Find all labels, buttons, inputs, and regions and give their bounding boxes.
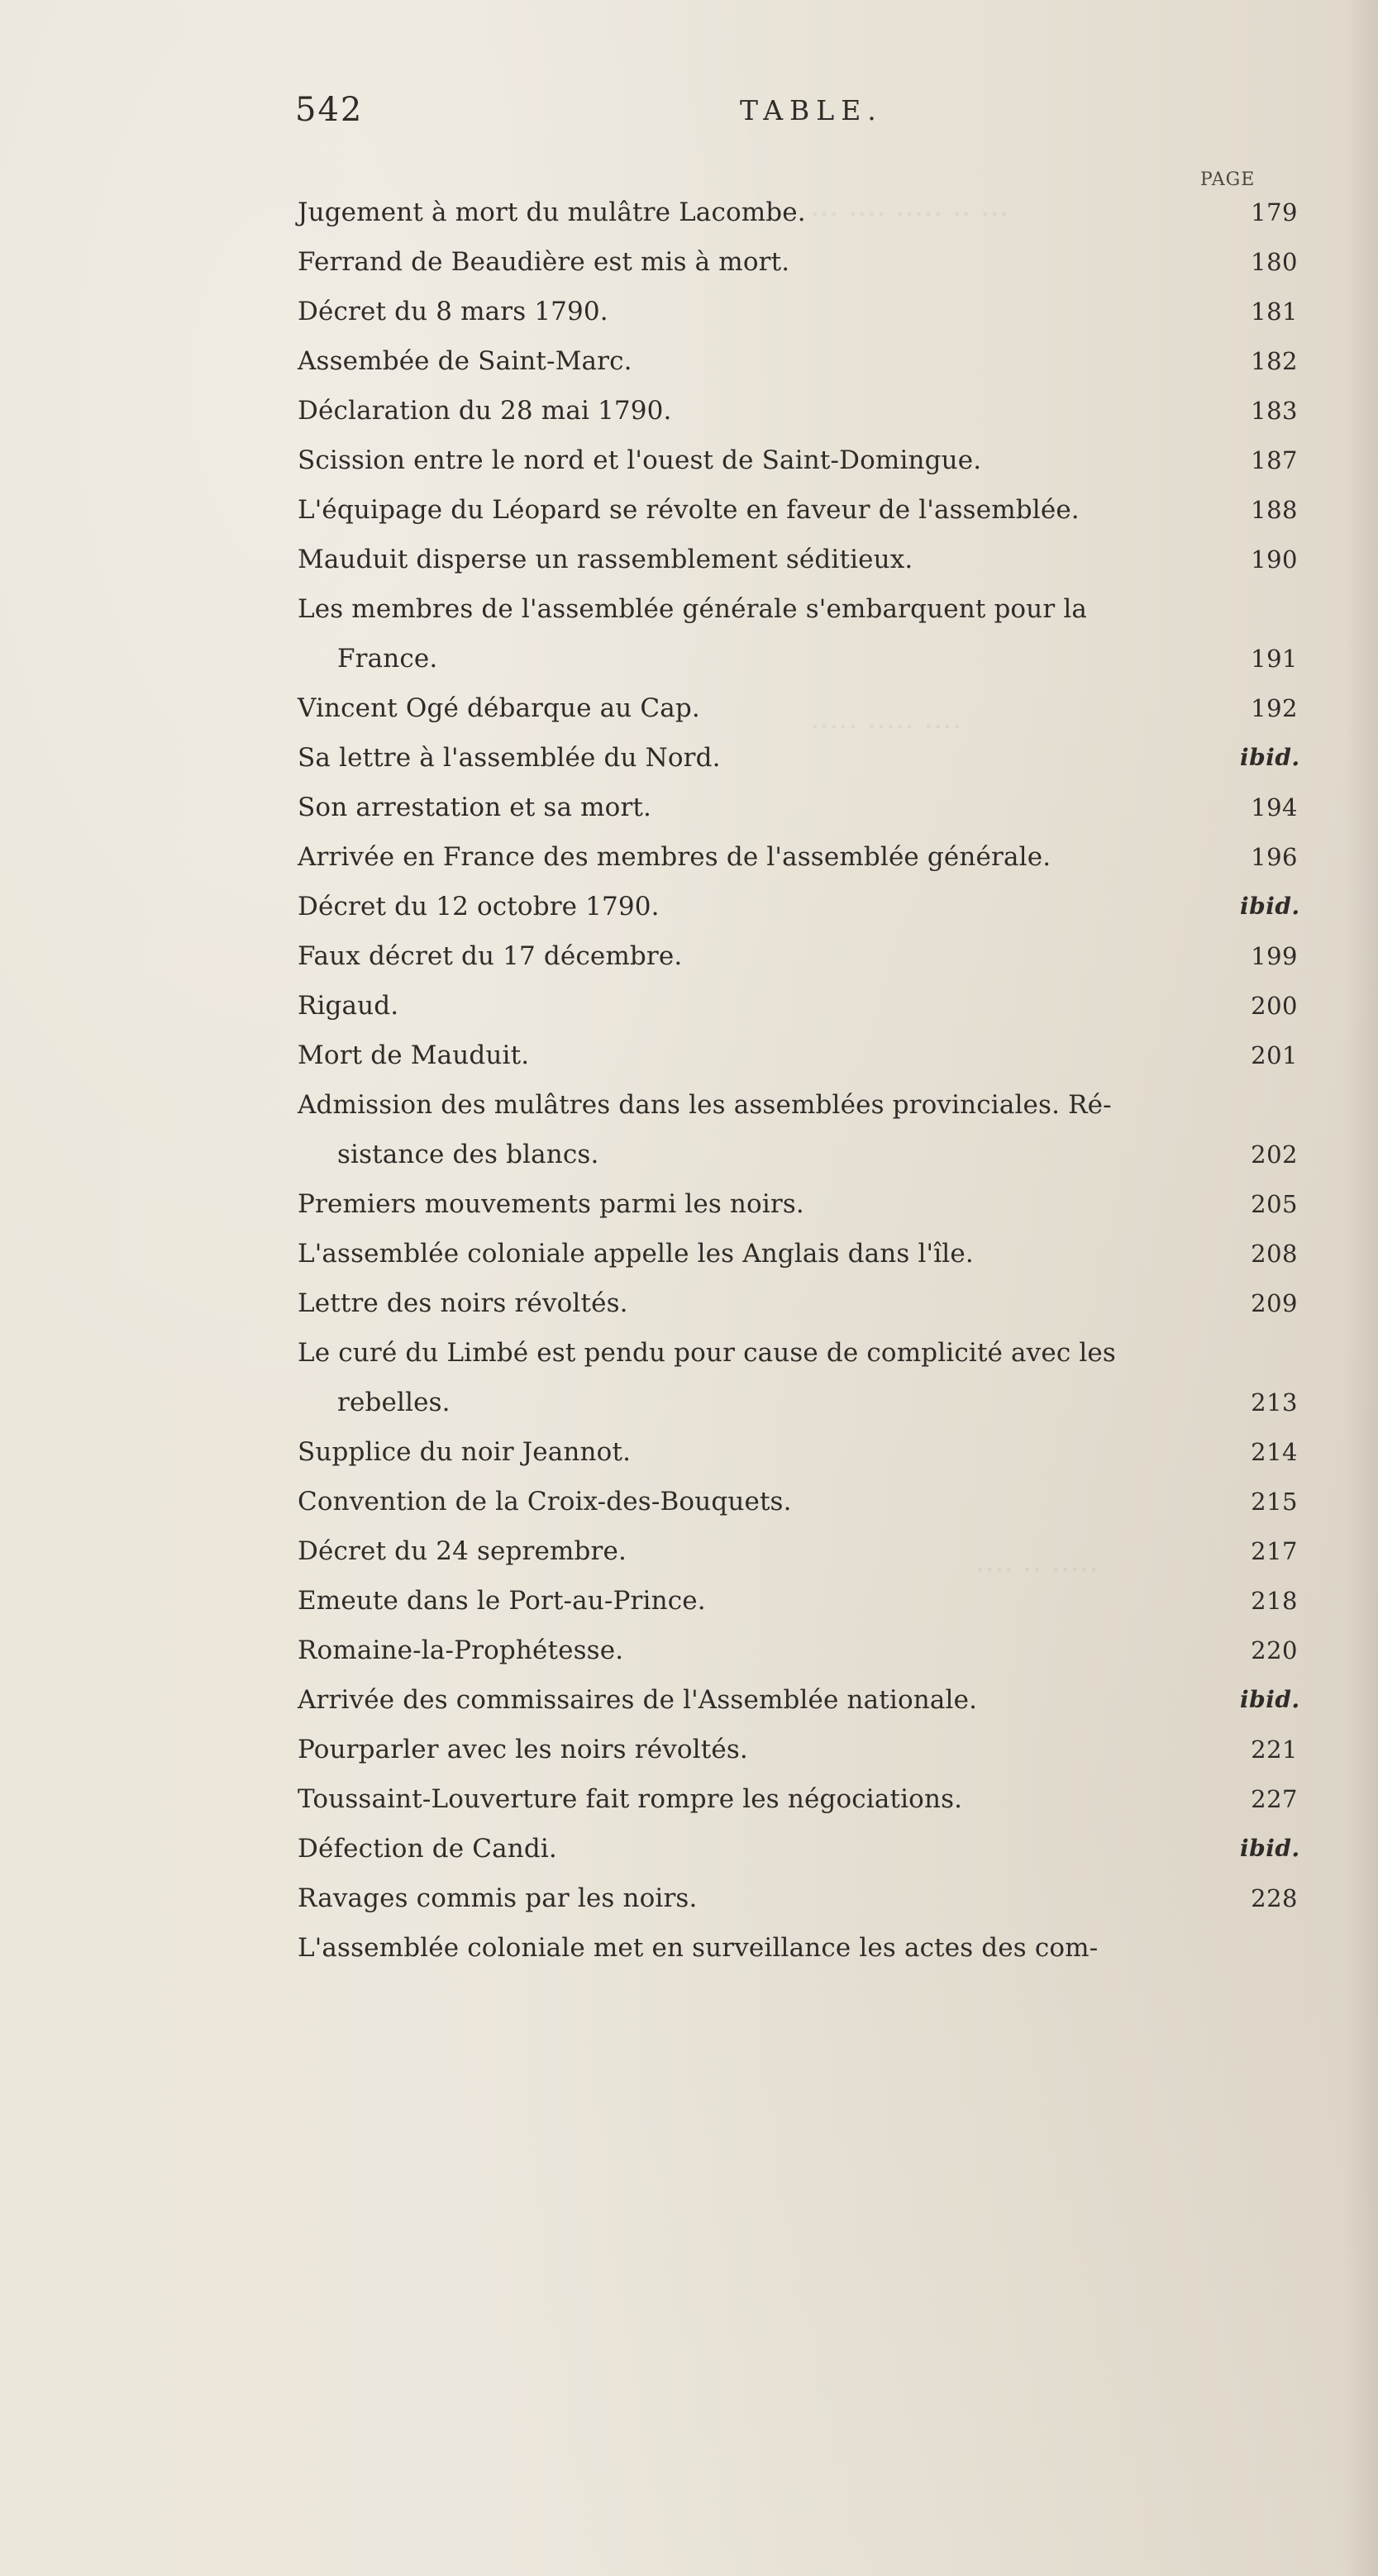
toc-entry [298, 1179, 1298, 1229]
entry-text: Scission entre le nord et l'ouest de Saint-Domingue. [298, 445, 982, 475]
entry-text: Faux décret du 17 décembre. [298, 941, 683, 971]
entry-text: Déclaration du 28 mai 1790. [298, 396, 672, 426]
entry-page-number: 181 [1251, 298, 1298, 326]
toc-entry [298, 386, 1298, 436]
entry-page-number: 183 [1251, 397, 1298, 425]
entry-page-number: 213 [1251, 1388, 1298, 1417]
entry-page-number: 179 [1251, 198, 1298, 226]
entry-text: Mort de Mauduit. [298, 1040, 530, 1070]
entry-text: Supplice du noir Jeannot. [298, 1437, 632, 1467]
toc-entry [298, 981, 1298, 1031]
toc-entry [298, 1725, 1298, 1774]
entry-text: Pourparler avec les noirs révoltés. [298, 1735, 748, 1764]
toc-entry [298, 783, 1298, 832]
entry-page-number: 220 [1251, 1636, 1298, 1664]
entry-text-line-2: sistance des blancs. [337, 1140, 599, 1169]
entry-text-line-1: Admission des mulâtres dans les assemblées provinciales. Ré- [298, 1090, 1112, 1120]
toc-entry [298, 336, 1298, 386]
entry-text: Sa lettre à l'assemblée du Nord. [298, 743, 721, 773]
entry-text: Ferrand de Beaudière est mis à mort. [298, 247, 790, 277]
toc-entry [298, 1278, 1298, 1328]
entry-text: Emeute dans le Port-au-Prince. [298, 1586, 706, 1616]
entry-page-number: 188 [1251, 496, 1298, 524]
entry-page-number: 209 [1251, 1289, 1298, 1317]
toc-entry [298, 535, 1298, 584]
toc-entry [298, 931, 1298, 981]
entry-page-number: ibid. [1240, 893, 1300, 920]
entry-text: Toussaint-Louverture fait rompre les négociations. [298, 1784, 963, 1814]
toc-entry [298, 584, 1298, 683]
toc-entry [298, 485, 1298, 535]
entry-page-number: ibid. [1240, 1835, 1300, 1862]
toc-entry [298, 882, 1298, 931]
reverse-side-bleed-through: ····· ·· ···· [975, 1554, 1099, 1588]
entry-page-number: 215 [1251, 1488, 1298, 1516]
toc-entry [298, 832, 1298, 882]
toc-entry [298, 1874, 1298, 1923]
entry-page-number: 228 [1251, 1884, 1298, 1912]
table-of-contents [298, 188, 1298, 1973]
entry-text: Mauduit disperse un rassemblement séditieux. [298, 545, 913, 574]
entry-page-number: 218 [1251, 1587, 1298, 1615]
toc-entry [298, 436, 1298, 485]
entry-page-number: 202 [1251, 1140, 1298, 1169]
toc-entry [298, 733, 1298, 783]
entry-text: L'assemblée coloniale appelle les Anglais dans l'île. [298, 1239, 974, 1269]
page-column-label: PAGE [1200, 169, 1256, 190]
entry-text: Décret du 8 mars 1790. [298, 297, 608, 326]
entry-text: Arrivée en France des membres de l'assemblée générale. [298, 842, 1051, 872]
entry-page-number: 196 [1251, 843, 1298, 871]
entry-text-line-2: France. [337, 644, 438, 674]
toc-entry [298, 683, 1298, 733]
entry-text: Rigaud. [298, 991, 399, 1021]
entry-page-number: 199 [1251, 942, 1298, 970]
toc-entry [298, 1923, 1298, 1973]
entry-text: Arrivée des commissaires de l'Assemblée nationale. [298, 1685, 978, 1715]
toc-entry [298, 237, 1298, 287]
entry-text: Décret du 12 octobre 1790. [298, 892, 660, 921]
entry-page-number: 227 [1251, 1785, 1298, 1813]
entry-text: Décret du 24 seprembre. [298, 1536, 627, 1566]
entry-page-number: ibid. [1240, 1686, 1300, 1713]
toc-entry [298, 1080, 1298, 1179]
entry-text: Vincent Ogé débarque au Cap. [298, 693, 700, 723]
entry-page-number: 205 [1251, 1190, 1298, 1218]
toc-entry [298, 1824, 1298, 1874]
entry-page-number: 190 [1251, 545, 1298, 574]
entry-page-number: 208 [1251, 1240, 1298, 1268]
page-number: 542 [295, 91, 364, 129]
entry-text: Convention de la Croix-des-Bouquets. [298, 1487, 792, 1517]
toc-entry [298, 1626, 1298, 1675]
entry-page-number: ibid. [1240, 744, 1300, 771]
entry-page-number: 182 [1251, 347, 1298, 375]
entry-page-number: 194 [1251, 793, 1298, 821]
entry-text-line-2: rebelles. [337, 1388, 451, 1417]
entry-page-number: 217 [1251, 1537, 1298, 1565]
entry-page-number: 192 [1251, 694, 1298, 722]
entry-page-number: 214 [1251, 1438, 1298, 1466]
toc-entry [298, 1427, 1298, 1477]
page-edge-shadow [1345, 0, 1378, 2576]
entry-page-number: 221 [1251, 1736, 1298, 1764]
entry-page-number: 200 [1251, 992, 1298, 1020]
page-title: TABLE. [740, 94, 883, 126]
entry-text: Lettre des noirs révoltés. [298, 1288, 628, 1318]
entry-text-line-1: Les membres de l'assemblée générale s'embarquent pour la [298, 594, 1088, 624]
toc-entry [298, 287, 1298, 336]
toc-entry [298, 1031, 1298, 1080]
toc-entry [298, 1229, 1298, 1278]
entry-text: Défection de Candi. [298, 1834, 557, 1864]
entry-page-number: 191 [1251, 645, 1298, 673]
entry-page-number: 180 [1251, 248, 1298, 276]
toc-entry [298, 1526, 1298, 1576]
entry-text: L'assemblée coloniale met en surveillance les actes des com- [298, 1933, 1099, 1963]
toc-entry [298, 1328, 1298, 1427]
reverse-side-bleed-through: ···· ····· ····· [810, 711, 962, 745]
toc-entry [298, 188, 1298, 237]
entry-text: Romaine-la-Prophétesse. [298, 1636, 624, 1665]
toc-entry [298, 1576, 1298, 1626]
entry-text: Premiers mouvements parmi les noirs. [298, 1189, 804, 1219]
entry-text: Assembée de Saint-Marc. [298, 346, 632, 376]
toc-entry [298, 1477, 1298, 1526]
entry-text: Son arrestation et sa mort. [298, 793, 652, 822]
entry-text: L'équipage du Léopard se révolte en faveur de l'assemblée. [298, 495, 1080, 525]
entry-text-line-1: Le curé du Limbé est pendu pour cause de complicité avec les [298, 1338, 1116, 1368]
entry-text: Ravages commis par les noirs. [298, 1883, 698, 1913]
entry-page-number: 187 [1251, 446, 1298, 474]
entry-page-number: 201 [1251, 1041, 1298, 1069]
entry-text: Jugement à mort du mulâtre Lacombe. [298, 198, 806, 227]
running-head [0, 0, 1378, 190]
toc-entry [298, 1774, 1298, 1824]
toc-entry [298, 1675, 1298, 1725]
reverse-side-bleed-through: ··· ·· ····· ···· ··· [810, 198, 1009, 232]
